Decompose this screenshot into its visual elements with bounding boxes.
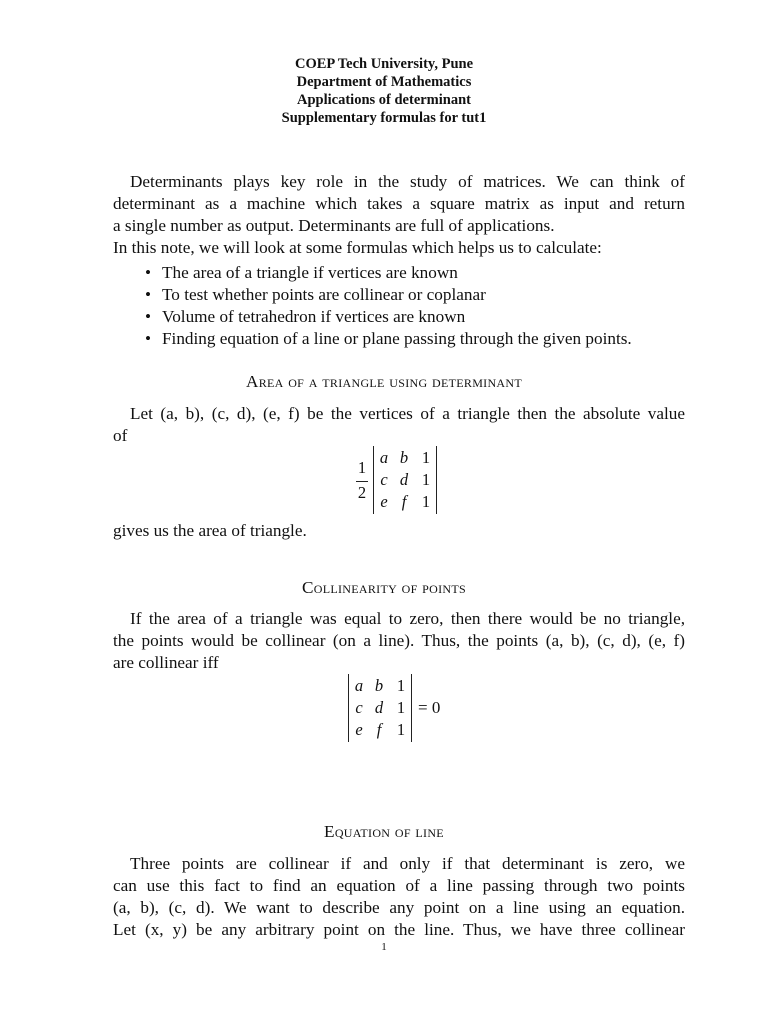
header-topic: Applications of determinant: [297, 92, 471, 108]
intro-line-1: Determinants plays key role in the study of matrices. We can think of: [130, 172, 685, 191]
matrix-cell: a: [354, 676, 364, 695]
fraction-one-half: [355, 458, 369, 506]
collinearity-formula: [348, 674, 458, 746]
area-conclusion: gives us the area of triangle.: [113, 521, 307, 540]
intro-line-4: In this note, we will look at some formulas which helps us to calculate:: [113, 238, 602, 257]
bullet-icon: •: [145, 329, 152, 348]
matrix-cell: e: [355, 720, 363, 739]
matrix-cell: 1: [396, 720, 406, 739]
matrix-cell: 1: [396, 676, 406, 695]
area-line-2: of: [113, 426, 128, 445]
header-subtitle: Supplementary formulas for tut1: [281, 110, 487, 126]
bullet-icon: •: [145, 307, 152, 326]
intro-line-3: a single number as output. Determinants are full of applications.: [113, 216, 555, 235]
section-title-area: Area of a triangle using determinant: [245, 372, 522, 391]
collinearity-paragraph: [113, 608, 685, 674]
list-item: • To test whether points are collinear or coplanar: [145, 285, 486, 304]
bullet-list: [145, 262, 632, 350]
fraction-bar: [356, 481, 368, 482]
equation-line-2: can use this fact to find an equation of a line passing through two points: [113, 876, 685, 895]
list-item: • Volume of tetrahedron if vertices are known: [145, 307, 466, 326]
page-number: 1: [381, 941, 387, 953]
header-university: COEP Tech University, Pune: [294, 56, 474, 72]
matrix-cell: 1: [421, 470, 431, 489]
collinearity-line-1: If the area of a triangle was equal to zero, then there would be no triangle,: [130, 609, 685, 628]
equation-line-1: Three points are collinear if and only if that determinant is zero, we: [130, 854, 685, 873]
area-line-1: Let (a, b), (c, d), (e, f) be the vertices of a triangle then the absolute value: [130, 404, 685, 423]
header-department: Department of Mathematics: [296, 74, 472, 90]
area-formula: [355, 446, 445, 518]
matrix-cell: b: [374, 676, 384, 695]
matrix-cell: b: [399, 448, 409, 467]
matrix-cell: c: [355, 698, 363, 717]
matrix-cell: d: [399, 470, 409, 489]
matrix-cell: e: [380, 492, 388, 511]
equation-line-3: (a, b), (c, d). We want to describe any point on a line using an equation.: [113, 898, 685, 917]
matrix-cell: d: [374, 698, 384, 717]
fraction-denominator: 2: [357, 483, 367, 502]
matrix-cell: 1: [421, 448, 431, 467]
intro-paragraph: [113, 171, 685, 259]
matrix-cell: a: [379, 448, 389, 467]
equals-zero: = 0: [418, 698, 441, 717]
collinearity-line-3: are collinear iff: [113, 653, 219, 672]
section-title-collinearity: Collinearity of points: [302, 578, 466, 597]
list-item: • The area of a triangle if vertices are known: [145, 263, 458, 282]
intro-line-2: determinant as a machine which takes a square matrix as input and return: [113, 194, 685, 213]
determinant-3x3: [348, 674, 412, 742]
list-item: • Finding equation of a line or plane passing through the given points.: [145, 329, 632, 348]
matrix-cell: f: [401, 492, 407, 511]
matrix-cell: f: [376, 720, 382, 739]
bullet-icon: •: [145, 263, 152, 282]
matrix-cell: 1: [421, 492, 431, 511]
collinearity-line-2: the points would be collinear (on a line). Thus, the points (a, b), (c, d), (e, f): [113, 631, 685, 650]
area-paragraph: [113, 403, 685, 447]
equation-line-4: Let (x, y) be any arbitrary point on the line. Thus, we have three collinear: [113, 920, 685, 939]
section-title-equation-of-line: Equation of line: [324, 822, 444, 841]
equation-of-line-paragraph: [113, 853, 685, 941]
determinant-3x3: [373, 446, 437, 514]
document-header: [0, 55, 768, 127]
fraction-numerator: 1: [357, 458, 367, 477]
bullet-icon: •: [145, 285, 152, 304]
matrix-cell: 1: [396, 698, 406, 717]
matrix-cell: c: [380, 470, 388, 489]
